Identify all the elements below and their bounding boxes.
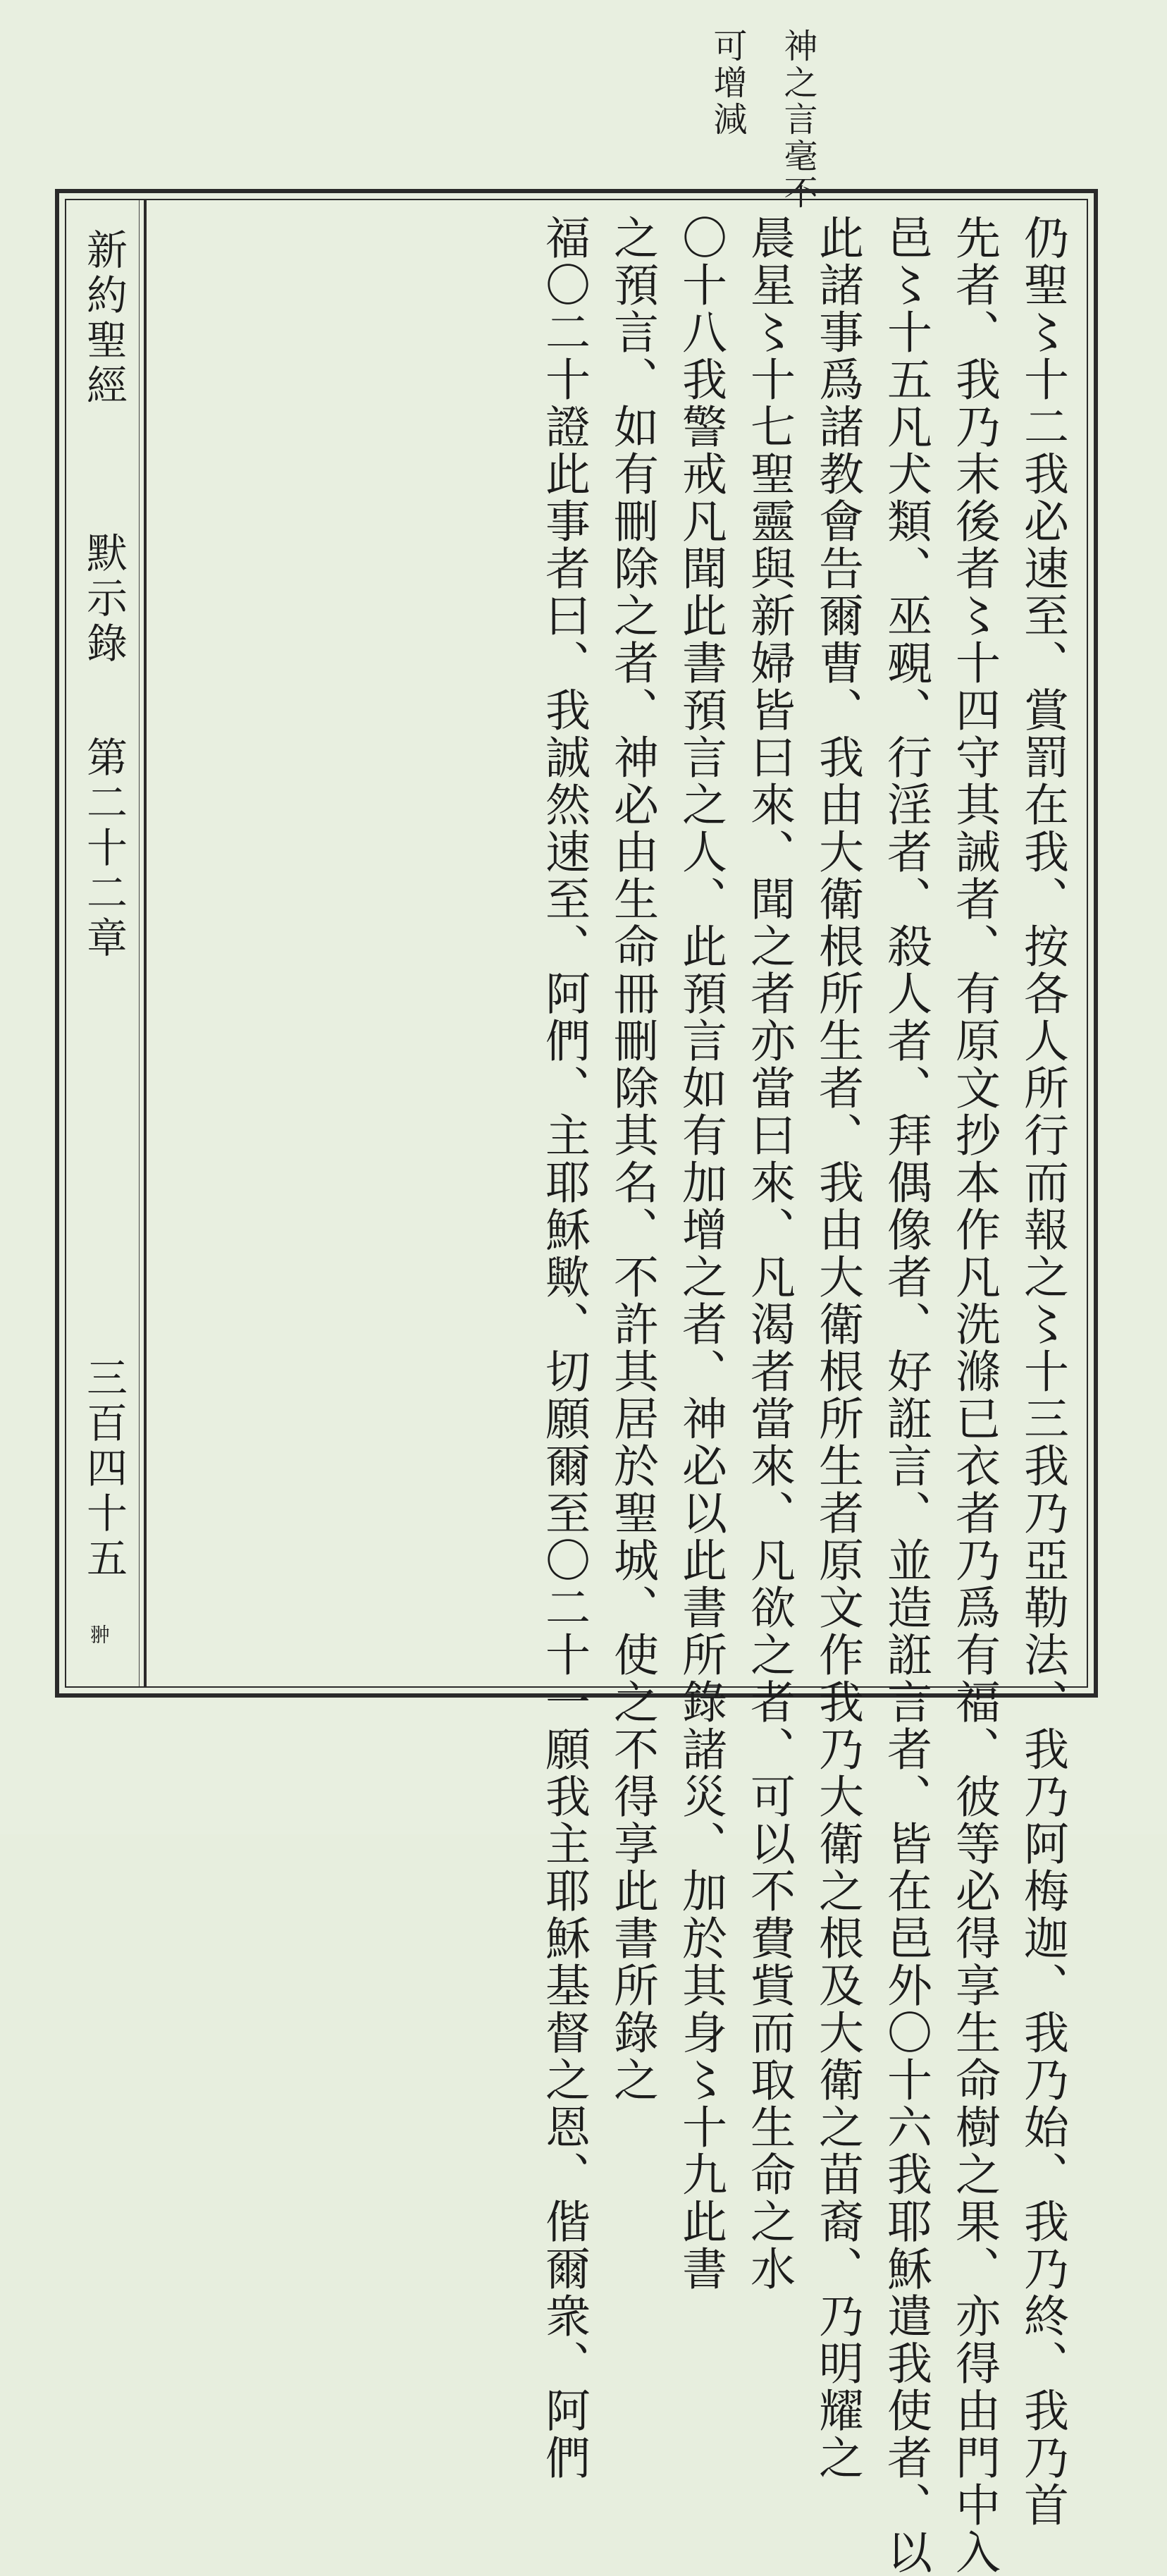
margin-column — [66, 200, 147, 1686]
chapter-label: 第二十二章 — [80, 736, 128, 962]
page-frame-inner — [65, 199, 1088, 2576]
text-column-1: 仍聖〻十二我必速至、賞罰在我、按各人所行而報之〻十三我乃亞勒法、我乃阿梅迦、我乃始、我乃終、我乃首 — [1016, 214, 1068, 2529]
page-number: 三百四十五 — [80, 1356, 128, 1582]
text-body — [155, 214, 1073, 2576]
page-frame — [55, 189, 1098, 2576]
text-column-3: 邑〻十五凡犬類、巫覡、行淫者、殺人者、拜偶像者、好誑言、並造誑言者、皆在邑外〇十六我耶穌遣我使者、以 — [879, 214, 932, 2576]
margin-mark: 翀 — [87, 1624, 111, 1648]
text-column-6: 〇十八我警戒凡聞此書預言之人、此預言如有加增之者、神必以此書所錄諸災、加於其身〻十九此書 — [674, 214, 727, 2293]
book-title: 新約聖經 — [80, 228, 128, 409]
text-column-8: 福〇二十證此事者曰、我誠然速至、阿們、主耶穌歟、切願爾至〇二十一願我主耶穌基督之恩、偕爾衆、阿們 — [538, 214, 590, 2482]
top-annotation — [684, 28, 815, 211]
text-column-7: 之預言、如有刪除之者、神必由生命冊刪除其名、不許其居於聖城、使之不得享此書所錄之 — [606, 214, 658, 2104]
book-name: 默示錄 — [80, 532, 128, 667]
top-annotation-line-2: 可增減 — [708, 28, 747, 138]
text-column-2: 先者、我乃末後者〻十四守其誡者、有原文抄本作凡洗滌已衣者乃爲有福、彼等必得享生命樹之果、亦得由門中入 — [948, 214, 1000, 2576]
top-annotation-line-1: 神之言毫不 — [778, 28, 817, 211]
text-column-4: 此諸事爲諸教會告爾曹、我由大衛根所生者、我由大衛根所生者原文作我乃大衛之根及大衛之苗裔、乃明耀之 — [811, 214, 863, 2482]
text-column-5: 晨星〻十七聖靈與新婦皆曰來、聞之者亦當曰來、凡渴者當來、凡欲之者、可以不費貲而取生命之水 — [743, 214, 795, 2293]
